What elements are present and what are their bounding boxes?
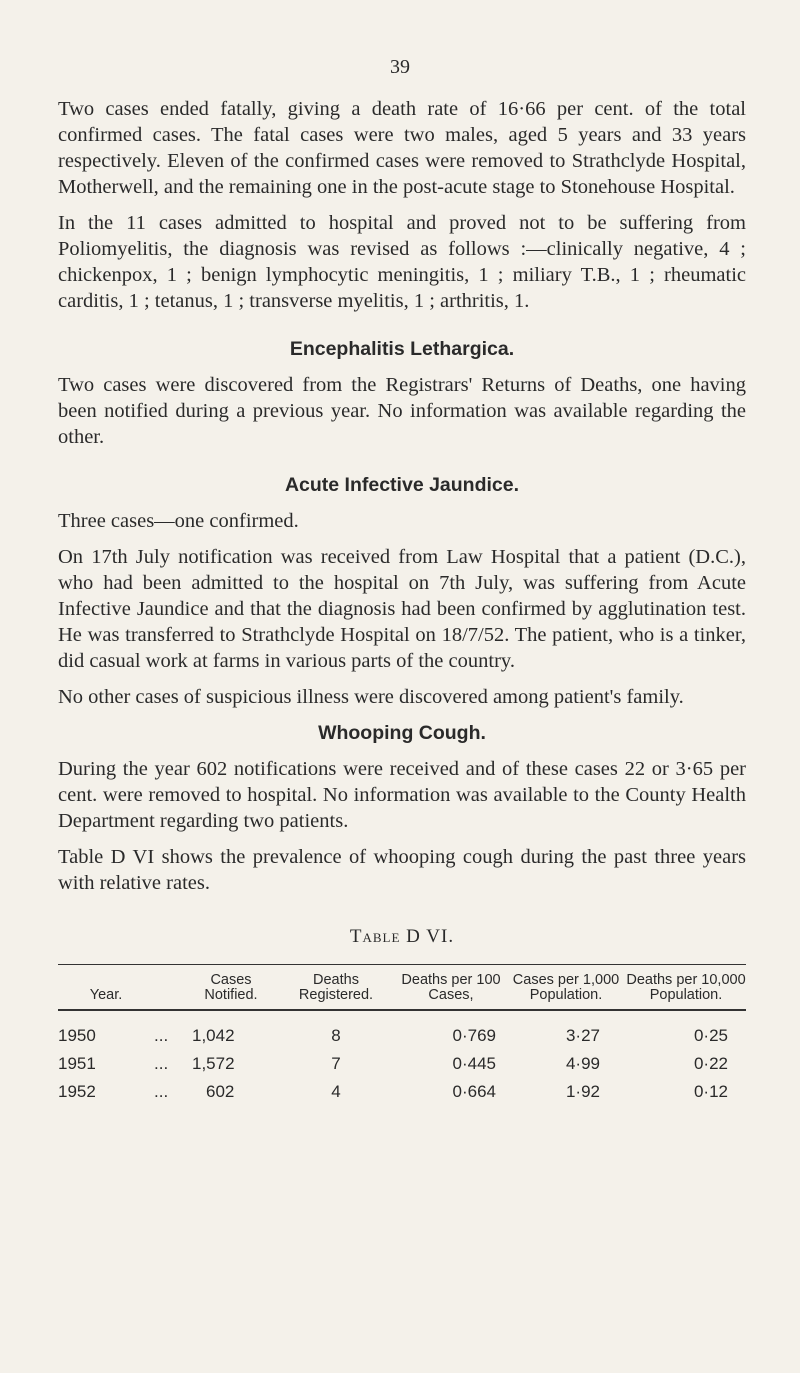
cell-deaths-registered: 8 bbox=[331, 1026, 341, 1045]
col-header-deaths-per-100: Deaths per 100 Cases, bbox=[396, 965, 506, 1011]
heading-whooping-cough: Whooping Cough. bbox=[318, 722, 486, 744]
table-row bbox=[58, 1010, 746, 1047]
cell-year: 1950 bbox=[58, 1026, 96, 1045]
cell-deaths-per-100: 0·445 bbox=[452, 1054, 496, 1073]
cell-year: 1952 bbox=[58, 1082, 96, 1101]
cell-deaths-registered: 4 bbox=[331, 1082, 341, 1101]
cell-cases-per-1000: 3·27 bbox=[565, 1026, 600, 1045]
paragraph-jaundice-notification: On 17th July notification was received from Law Hospital that a patient (D.C.), who had been admitted to the hospital on 7th July, was suffering from Acute Infective Jaundice and that the diagnosis had been confirmed by agglutination test. He was transferred to Strathclyde Hospital on 18/7/52. The patient, who is a tinker, did casual work at farms in various parts of the country. bbox=[58, 546, 746, 672]
table-row bbox=[58, 1047, 746, 1075]
paragraph-fatal-cases: Two cases ended fatally, giving a death rate of 16·66 per cent. of the total confirmed cases. The fatal cases were two males, aged 5 years and 33 years respectively. Eleven of the confirmed cases were removed to Strathclyde Hospital, Motherwell, and the remaining one in the post-acute stage to Stonehouse Hospital. bbox=[58, 98, 746, 198]
col-header-year: Year. bbox=[58, 965, 154, 1011]
col-header-cases-per-1000: Cases per 1,000 Population. bbox=[506, 965, 626, 1011]
cell-deaths-per-100: 0·769 bbox=[452, 1026, 496, 1045]
cell-cases-notified: 602 bbox=[206, 1082, 235, 1101]
cell-deaths-registered: 7 bbox=[331, 1054, 341, 1073]
cell-deaths-per-10000: 0·25 bbox=[693, 1026, 728, 1045]
heading-encephalitis: Encephalitis Lethargica. bbox=[289, 338, 515, 360]
page-number: 39 bbox=[390, 56, 410, 78]
table-header-row bbox=[58, 965, 746, 1011]
paragraph-jaundice-family: No other cases of suspicious illness were discovered among patient's family. bbox=[58, 686, 684, 708]
paragraph-encephalitis: Two cases were discovered from the Registrars' Returns of Deaths, one having been notified during a previous year. No information was available regarding the other. bbox=[58, 374, 746, 448]
table-title: Table D VI. bbox=[349, 926, 455, 947]
cell-cases-per-1000: 1·92 bbox=[565, 1082, 600, 1101]
cell-deaths-per-10000: 0·12 bbox=[693, 1082, 728, 1101]
whooping-cough-table bbox=[58, 964, 746, 1103]
paragraph-whooping-table-ref: Table D VI shows the prevalence of whooping cough during the past three years with relative rates. bbox=[58, 846, 746, 894]
paragraph-jaundice-cases: Three cases—one confirmed. bbox=[58, 510, 299, 532]
cell-cases-notified: 1,042 bbox=[192, 1026, 235, 1045]
paragraph-revised-diagnosis: In the 11 cases admitted to hospital and proved not to be suffering from Poliomyelitis, the diagnosis was revised as follows :—clinically negative, 4 ; chickenpox, 1 ; benign lymphocytic meningitis, 1 ; miliary T.B., 1 ; rheumatic carditis, 1 ; tetanus, 1 ; transverse myelitis, 1 ; arthritis, 1. bbox=[58, 212, 746, 312]
cell-cases-notified: 1,572 bbox=[192, 1054, 235, 1073]
cell-deaths-per-100: 0·664 bbox=[452, 1082, 496, 1101]
col-header-cases-notified: Cases Notified. bbox=[186, 965, 276, 1011]
document-body bbox=[58, 96, 746, 1103]
col-header-deaths-per-10000: Deaths per 10,000 Population. bbox=[626, 965, 746, 1011]
cell-deaths-per-10000: 0·22 bbox=[693, 1054, 728, 1073]
table-row bbox=[58, 1075, 746, 1103]
cell-dots: ... bbox=[154, 1054, 169, 1073]
cell-cases-per-1000: 4·99 bbox=[565, 1054, 600, 1073]
cell-year: 1951 bbox=[58, 1054, 96, 1073]
col-header-spacer bbox=[154, 965, 186, 1011]
col-header-deaths-registered: Deaths Registered. bbox=[276, 965, 396, 1011]
heading-jaundice: Acute Infective Jaundice. bbox=[284, 474, 520, 496]
cell-dots: ... bbox=[154, 1026, 169, 1045]
cell-dots: ... bbox=[154, 1082, 169, 1101]
paragraph-whooping-notifications: During the year 602 notifications were received and of these cases 22 or 3·65 per cent. were removed to hospital. No information was available to the County Health Department regarding two patients. bbox=[58, 758, 746, 832]
